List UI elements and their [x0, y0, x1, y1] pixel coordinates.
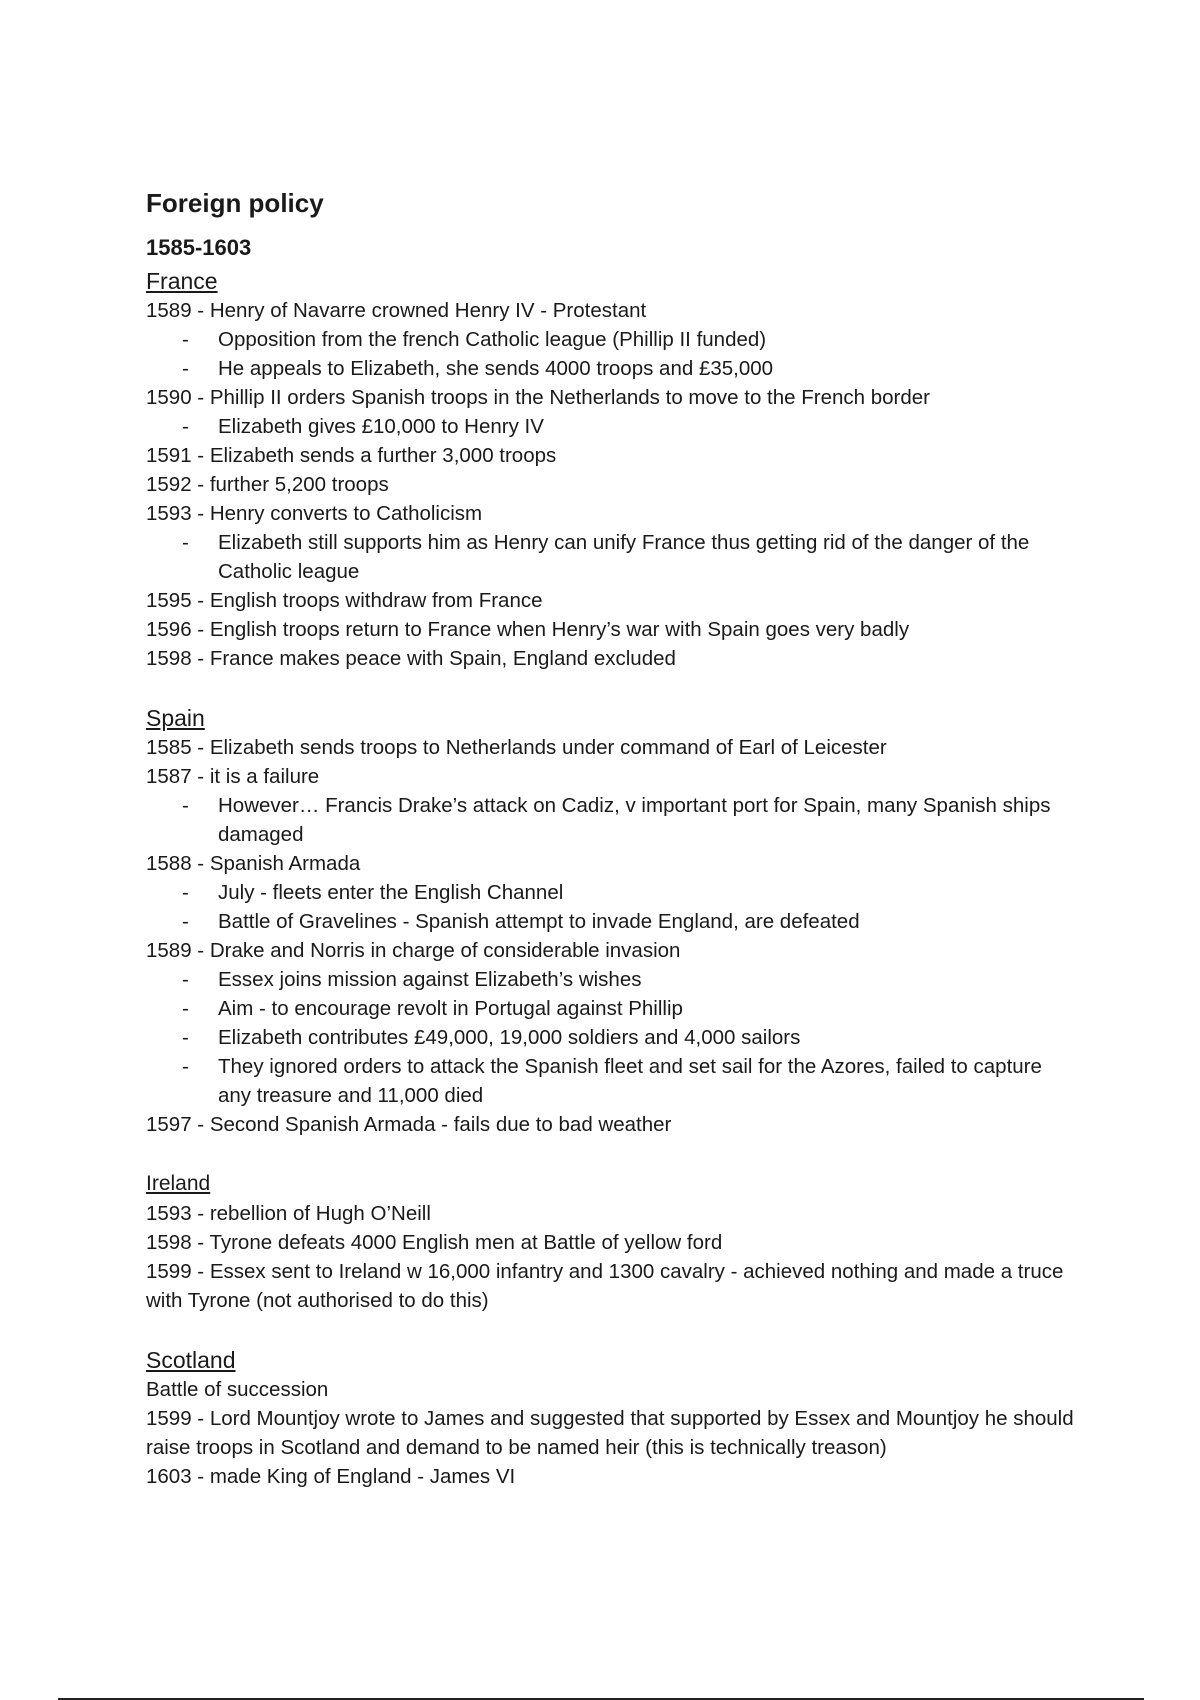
- timeline-entry: 1591 - Elizabeth sends a further 3,000 troops: [146, 444, 557, 467]
- sub-point-list: [146, 878, 1076, 936]
- sub-point: [146, 1052, 1076, 1110]
- sub-point-text: Elizabeth contributes £49,000, 19,000 soldiers and 4,000 sailors: [218, 1026, 801, 1049]
- dash-bullet: -: [182, 328, 189, 351]
- timeline-entry: 1593 - Henry converts to Catholicism: [146, 502, 483, 525]
- timeline-entry: 1592 - further 5,200 troops: [146, 473, 389, 496]
- sub-point: [146, 791, 1076, 849]
- section-heading: Scotland: [146, 1347, 236, 1373]
- sub-point: [146, 412, 1076, 441]
- dash-bullet: -: [182, 910, 189, 933]
- sub-point-text: They ignored orders to attack the Spanish fleet and set sail for the Azores, failed to capture any treasure and 11,000 died: [218, 1055, 1042, 1107]
- section-spain: [146, 703, 1076, 1139]
- timeline-entry: 1587 - it is a failure: [146, 765, 320, 788]
- dash-bullet: -: [182, 415, 189, 438]
- sub-point: [146, 994, 1076, 1023]
- timeline-entry: 1593 - rebellion of Hugh O’Neill: [146, 1202, 431, 1225]
- sub-point-text: Aim - to encourage revolt in Portugal against Phillip: [218, 997, 683, 1020]
- sub-point-text: July - fleets enter the English Channel: [218, 881, 564, 904]
- timeline-entry: 1595 - English troops withdraw from France: [146, 589, 543, 612]
- dash-bullet: -: [182, 1026, 189, 1049]
- timeline-entry: 1585 - Elizabeth sends troops to Netherlands under command of Earl of Leicester: [146, 736, 887, 759]
- timeline-entry: 1599 - Lord Mountjoy wrote to James and suggested that supported by Essex and Mountjoy he should raise troops in Scotland and demand to be named heir (this is technically treason): [146, 1407, 1074, 1459]
- section-heading: Ireland: [146, 1172, 211, 1195]
- sub-point-text: Battle of Gravelines - Spanish attempt to invade England, are defeated: [218, 910, 860, 933]
- timeline-entry: 1598 - France makes peace with Spain, England excluded: [146, 647, 676, 670]
- section-heading: France: [146, 268, 218, 294]
- document-page: [146, 186, 1076, 1491]
- timeline-entry: 1596 - English troops return to France when Henry’s war with Spain goes very badly: [146, 618, 910, 641]
- section-heading: Spain: [146, 705, 205, 731]
- sub-point-text: He appeals to Elizabeth, she sends 4000 troops and £35,000: [218, 357, 774, 380]
- timeline-entry: Battle of succession: [146, 1378, 329, 1401]
- sub-point-list: [146, 965, 1076, 1110]
- timeline-entry: 1588 - Spanish Armada: [146, 852, 361, 875]
- dash-bullet: -: [182, 357, 189, 380]
- section-scotland: [146, 1345, 1076, 1491]
- dash-bullet: -: [182, 531, 189, 554]
- timeline-entry: 1590 - Phillip II orders Spanish troops in the Netherlands to move to the French border: [146, 386, 930, 409]
- dash-bullet: -: [182, 881, 189, 904]
- sub-point: [146, 354, 1076, 383]
- timeline-entry: 1603 - made King of England - James VI: [146, 1465, 516, 1488]
- sub-point: [146, 965, 1076, 994]
- section-france: [146, 266, 1076, 673]
- timeline-entry: 1597 - Second Spanish Armada - fails due to bad weather: [146, 1113, 672, 1136]
- sub-point: [146, 325, 1076, 354]
- timeline-entry: 1589 - Henry of Navarre crowned Henry IV - Protestant: [146, 299, 647, 322]
- period-heading: 1585-1603: [146, 235, 252, 260]
- sub-point-list: [146, 325, 1076, 383]
- sub-point-list: [146, 791, 1076, 849]
- sub-point: [146, 907, 1076, 936]
- sub-point-list: [146, 412, 1076, 441]
- dash-bullet: -: [182, 794, 189, 817]
- dash-bullet: -: [182, 997, 189, 1020]
- timeline-entry: 1599 - Essex sent to Ireland w 16,000 infantry and 1300 cavalry - achieved nothing and made a truce with Tyrone (not authorised to do this): [146, 1260, 1064, 1312]
- sub-point: [146, 878, 1076, 907]
- sub-point-text: However… Francis Drake’s attack on Cadiz, v important port for Spain, many Spanish ships damaged: [218, 794, 1051, 846]
- page-title: Foreign policy: [146, 188, 324, 218]
- dash-bullet: -: [182, 1055, 189, 1078]
- section-ireland: [146, 1169, 1076, 1315]
- sub-point-text: Essex joins mission against Elizabeth’s wishes: [218, 968, 642, 991]
- sub-point-list: [146, 528, 1076, 586]
- sub-point-text: Opposition from the french Catholic league (Phillip II funded): [218, 328, 767, 351]
- timeline-entry: 1598 - Tyrone defeats 4000 English men at Battle of yellow ford: [146, 1231, 723, 1254]
- timeline-entry: 1589 - Drake and Norris in charge of considerable invasion: [146, 939, 681, 962]
- dash-bullet: -: [182, 968, 189, 991]
- sub-point-text: Elizabeth gives £10,000 to Henry IV: [218, 415, 544, 438]
- sub-point: [146, 528, 1076, 586]
- sub-point-text: Elizabeth still supports him as Henry can unify France thus getting rid of the danger of the Catholic league: [218, 531, 1030, 583]
- sub-point: [146, 1023, 1076, 1052]
- sections-container: [146, 266, 1076, 1491]
